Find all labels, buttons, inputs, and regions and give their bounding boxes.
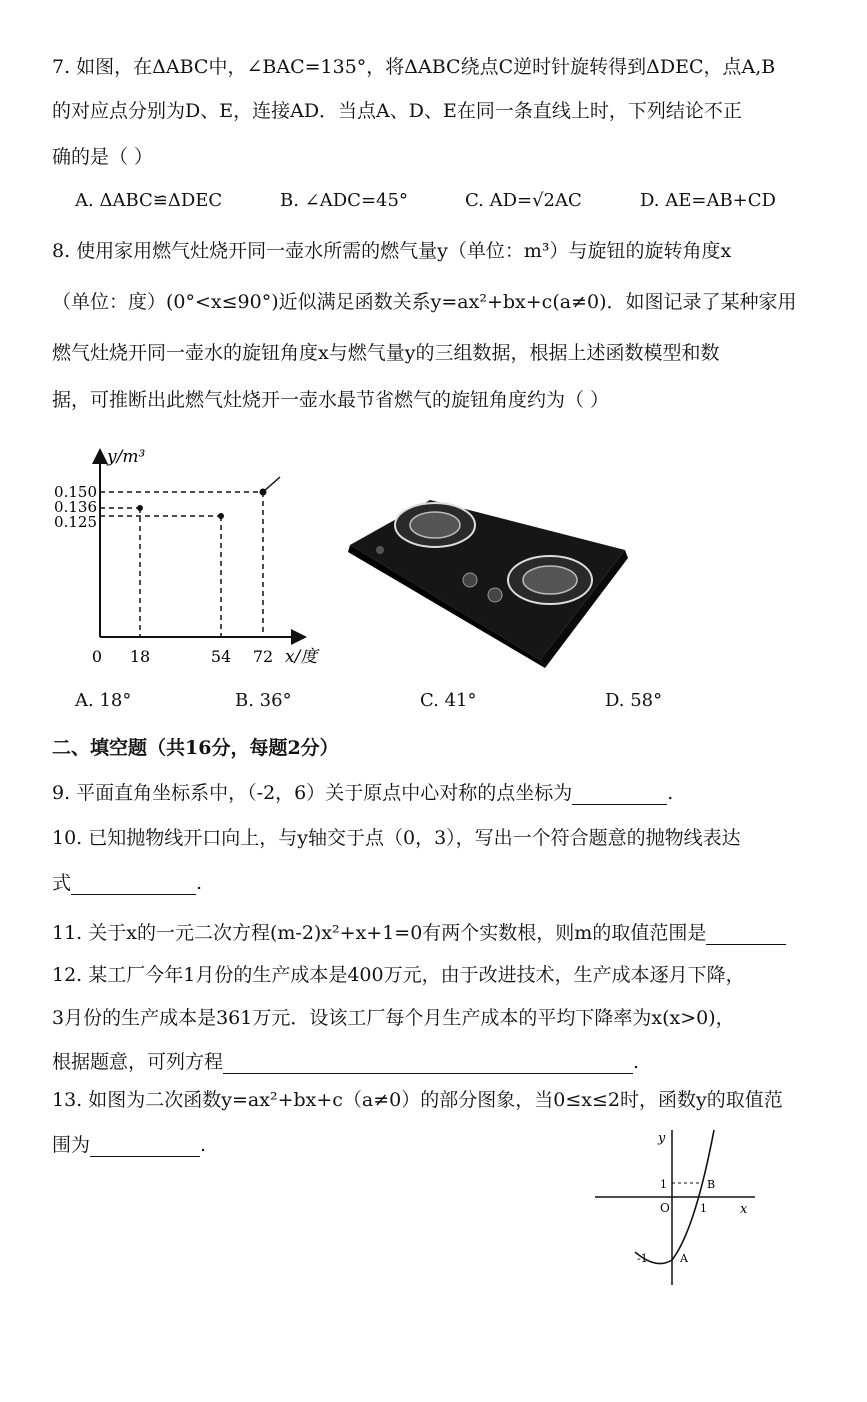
q13-y-label: y [658, 1131, 666, 1146]
q10-line-2-text: 式 [52, 872, 72, 894]
q8-option-b: B. 36° [235, 690, 292, 711]
q13-origin-label: O [660, 1201, 670, 1215]
q7-option-a: A. ΔABC≌ΔDEC [75, 190, 223, 211]
q13-point-b-label: B [707, 1178, 716, 1191]
section-2-title: 二、填空题（共16分，每题2分） [52, 737, 339, 759]
q8-line-1: 8. 使用家用燃气灶烧开同一壶水所需的燃气量y（单位：m³）与旋钮的旋转角度x [52, 240, 732, 262]
q13-line-2 [52, 1130, 206, 1157]
q10-line-1: 10. 已知抛物线开口向上，与y轴交于点（0，3），写出一个符合题意的抛物线表达 [52, 827, 741, 849]
q9-text: 9. 平面直角坐标系中，（-2，6）关于原点中心对称的点坐标为 [52, 782, 573, 804]
q9-end: . [667, 782, 674, 804]
q10-answer-blank[interactable] [71, 872, 196, 895]
q7-line-3: 确的是（ ） [52, 146, 154, 168]
q8-y-tick-0125: 0.125 [54, 513, 97, 531]
q13-line-1: 13. 如图为二次函数y=ax²+bx+c（a≠0）的部分图象，当0≤x≤2时，函数y的取值范 [52, 1089, 783, 1111]
q8-y-tick-0136: 0.136 [54, 498, 97, 516]
q11-text: 11. 关于x的一元二次方程(m-2)x²+x+1=0有两个实数根，则m的取值范围是 [52, 922, 707, 944]
q7-line-1: 7. 如图，在ΔABC中，∠BAC=135°，将ΔABC绕点C逆时针旋转得到ΔDEC，点A,B [52, 56, 776, 78]
q8-y-ticks [54, 483, 97, 531]
q8-line-3: 燃气灶烧开同一壶水的旋钮角度x与燃气量y的三组数据，根据上述函数模型和数 [52, 342, 720, 364]
q13-answer-blank[interactable] [90, 1134, 200, 1157]
q8-x-axis-label: x/度 [285, 647, 318, 667]
q7-option-c: C. AD=√2AC [465, 190, 582, 211]
q8-x-tick-0: 0 [91, 647, 103, 666]
gas-stove-image [340, 480, 630, 670]
q8-point-18 [137, 505, 143, 511]
q11-answer-blank[interactable] [706, 922, 786, 945]
q8-pen-mark [263, 477, 280, 492]
q8-guides [100, 492, 263, 637]
q10-line-2 [52, 868, 202, 895]
q11-line [52, 918, 786, 945]
q8-y-tick-0150: 0.150 [54, 483, 97, 501]
q13-tick-1y: 1 [660, 1178, 667, 1191]
q8-line-4: 据，可推断出此燃气灶烧开一壶水最节省燃气的旋钮角度约为（ ） [52, 389, 610, 411]
q13-tick-1x: 1 [700, 1202, 707, 1215]
q7-line-2: 的对应点分别为D、E，连接AD．当点A、D、E在同一条直线上时，下列结论不正 [52, 100, 742, 122]
q7-option-b: B. ∠ADC=45° [280, 190, 408, 211]
q8-x-ticks [92, 647, 273, 666]
q13-point-a-label: A [680, 1252, 688, 1265]
q7-option-d: D. AE=AB+CD [640, 190, 776, 211]
q12-line-3 [52, 1047, 639, 1074]
q12-answer-blank[interactable] [223, 1051, 633, 1074]
q13-graph [590, 1120, 765, 1290]
q12-end: . [633, 1051, 640, 1073]
q8-y-axis-label: y/m³ [107, 447, 146, 467]
q8-point-54 [218, 513, 224, 519]
q8-graph [45, 440, 375, 670]
q13-x-label: x [740, 1202, 748, 1217]
q8-option-c: C. 41° [420, 690, 477, 711]
q8-option-a: A. 18° [75, 690, 132, 711]
q13-neg-label: -1 [637, 1252, 648, 1265]
q12-line-3-text: 根据题意，可列方程 [52, 1051, 224, 1073]
q8-option-d: D. 58° [605, 690, 663, 711]
q8-x-tick-54: 54 [210, 647, 232, 666]
q8-x-tick-18: 18 [129, 647, 151, 666]
q9-answer-blank[interactable] [572, 782, 667, 805]
q8-x-tick-72: 72 [252, 647, 274, 666]
q10-end: . [196, 872, 203, 894]
q12-line-1: 12. 某工厂今年1月份的生产成本是400万元，由于改进技术，生产成本逐月下降， [52, 964, 745, 986]
q13-line-2-text: 围为 [52, 1134, 91, 1156]
q9-line [52, 778, 673, 805]
q13-end: . [200, 1134, 207, 1156]
q8-line-2: （单位：度）(0°<x≤90°)近似满足函数关系y=ax²+bx+c(a≠0)．如图记录了某种家用 [52, 291, 797, 313]
q12-line-2: 3月份的生产成本是361万元．设该工厂每个月生产成本的平均下降率为x(x>0)， [52, 1007, 735, 1029]
